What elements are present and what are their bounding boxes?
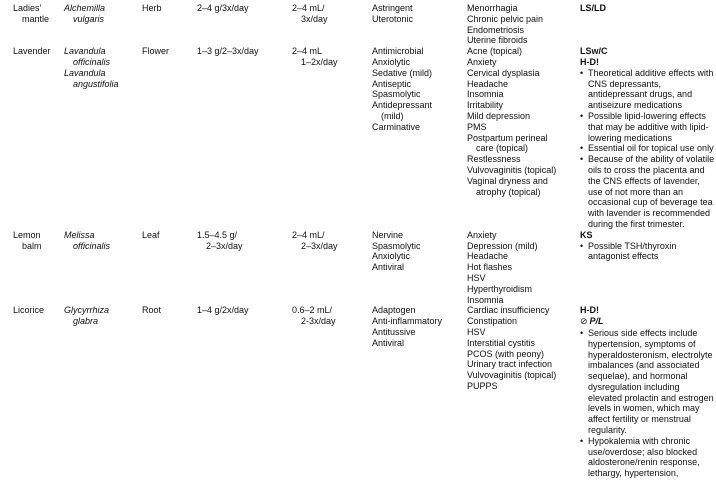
actions-cell <box>372 46 467 132</box>
indication-item: Cervical dysplasia <box>467 67 540 78</box>
indications-cell <box>467 3 580 46</box>
common-name: Licorice <box>13 305 45 316</box>
latin-name: officinalis <box>73 240 111 251</box>
action-item: Adaptogen <box>372 305 416 316</box>
common-name-cell <box>13 3 64 25</box>
plant-part-cell <box>142 46 197 57</box>
indication-item: Vulvovaginitis (topical) <box>467 370 557 381</box>
safety-cell <box>580 305 716 479</box>
indication-item: Constipation <box>467 316 518 327</box>
safety-bullet <box>580 111 716 143</box>
safety-code: H-D! <box>580 305 599 316</box>
dried-dose-line: 1.5–4.5 g/ <box>197 229 238 240</box>
plant-part-cell <box>142 230 197 241</box>
action-item: Spasmolytic <box>372 240 421 251</box>
indication-item: Insomnia <box>467 294 504 305</box>
indication-item: HSV <box>467 326 486 337</box>
action-item: Nervine <box>372 229 404 240</box>
plant-part-cell <box>142 3 197 14</box>
plant-part: Root <box>142 305 162 316</box>
plant-part-cell <box>142 305 197 316</box>
indication-item: Anxiety <box>467 56 497 67</box>
action-item: Antiviral <box>372 262 405 273</box>
safety-bullet-text: Possible TSH/thyroxin antagonist effects <box>588 240 677 262</box>
bullet-icon: • <box>580 154 584 165</box>
latin-name: Glycyrrhiza <box>64 305 110 316</box>
indication-item: Postpartum perineal care (topical) <box>467 132 548 154</box>
common-name-cell <box>13 305 64 316</box>
latin-name: Lavandula <box>64 67 106 78</box>
safety-bullet <box>580 241 716 263</box>
action-item: Astringent <box>372 3 413 13</box>
bullet-icon: • <box>580 110 584 121</box>
prohibited-icon: ⊘ <box>580 317 588 328</box>
dried-dose-cell <box>197 3 292 14</box>
dried-dose-cell <box>197 46 292 57</box>
plant-part: Leaf <box>142 229 160 240</box>
safety-code: KS <box>580 229 593 240</box>
common-name: Lemon <box>13 229 41 240</box>
action-item: Carminative <box>372 121 421 132</box>
indication-item: Vulvovaginitis (topical) <box>467 164 557 175</box>
common-name: balm <box>22 240 42 251</box>
indication-item: Urinary tract infection <box>467 359 553 370</box>
indication-item: Insomnia <box>467 89 504 100</box>
herb-row <box>13 46 716 230</box>
bullet-icon: • <box>580 435 584 446</box>
plant-part: Herb <box>142 3 162 13</box>
safety-bullet <box>580 154 716 230</box>
indication-item: Chronic pelvic pain <box>467 13 544 24</box>
action-item: Anti-inflammatory <box>372 316 443 327</box>
indication-item: PCOS (with peony) <box>467 348 545 359</box>
liquid-dose-cell <box>292 3 372 25</box>
indication-item: Headache <box>467 251 509 262</box>
liquid-dose-line: 2–4 mL/ <box>292 3 325 13</box>
bullet-icon: • <box>580 240 584 251</box>
indication-item: Depression (mild) <box>467 240 538 251</box>
liquid-dose-line: 1–2x/day <box>301 56 338 67</box>
indication-item: Headache <box>467 78 509 89</box>
safety-bullet <box>580 143 716 154</box>
common-name: Ladies’ <box>13 3 42 13</box>
safety-cell <box>580 46 716 230</box>
latin-name: angustifolia <box>73 78 119 89</box>
latin-name: glabra <box>73 316 99 327</box>
latin-name: Lavandula <box>64 46 106 57</box>
indication-item: Cardiac insufficiency <box>467 305 550 316</box>
indication-item: PUPPS <box>467 380 498 391</box>
liquid-dose-cell <box>292 305 372 327</box>
indications-cell <box>467 305 580 391</box>
latin-name: officinalis <box>73 56 111 67</box>
action-item: Antimicrobial <box>372 46 424 57</box>
actions-cell <box>372 230 467 273</box>
liquid-dose-line: 0.6–2 mL/ <box>292 305 333 316</box>
safety-bullet-text: Serious side effects include hypertension, symptoms of hyperaldosteronism, electrolyte imbalances (and associated sequelae), and hormonal dysregulation including elevated prolactin and estrogen levels in women, which may affect fertility or menstrual regularity. <box>588 327 714 436</box>
indication-item: Anxiety <box>467 229 497 240</box>
actions-cell <box>372 3 467 25</box>
safety-bullet <box>580 68 716 111</box>
common-name-cell <box>13 46 64 57</box>
safety-code: H-D! <box>580 56 599 67</box>
indication-item: Hyperthyroidism <box>467 283 533 294</box>
indications-cell <box>467 46 580 197</box>
liquid-dose-cell <box>292 230 372 252</box>
liquid-dose-line: 2–4 mL/ <box>292 229 325 240</box>
latin-name: Alchemilla <box>64 3 106 13</box>
restriction-label: P/L <box>589 316 604 327</box>
dried-dose-line: 1–3 g/2–3x/day <box>197 46 259 57</box>
latin-name: Melissa <box>64 229 95 240</box>
common-name: Lavender <box>13 46 51 57</box>
latin-name-cell <box>64 230 142 252</box>
action-item: Anxiolytic <box>372 56 411 67</box>
dried-dose-cell <box>197 305 292 316</box>
safety-bullet-text: Possible lipid-lowering effects that may be additive with lipid-lowering medications <box>588 110 709 143</box>
actions-cell <box>372 305 467 348</box>
action-item: Antiviral <box>372 337 405 348</box>
indication-item: Vaginal dryness and atrophy (topical) <box>467 175 548 197</box>
action-item: Antidepressant (mild) <box>372 100 433 121</box>
herb-row <box>13 305 716 479</box>
indication-item: HSV <box>467 272 486 283</box>
indication-item: Endometriosis <box>467 24 525 35</box>
dried-dose-cell <box>197 230 292 252</box>
liquid-dose-line: 2-3x/day <box>301 316 336 327</box>
indication-item: Interstitial cystitis <box>467 337 536 348</box>
dried-dose-line: 2–3x/day <box>206 240 243 251</box>
action-item: Spasmolytic <box>372 89 421 100</box>
common-name-cell <box>13 230 64 252</box>
liquid-dose-line: 3x/day <box>301 13 328 24</box>
indication-item: Acne (topical) <box>467 46 523 57</box>
safety-cell <box>580 3 716 14</box>
common-name: mantle <box>22 13 50 24</box>
safety-bullet <box>580 436 716 479</box>
safety-bullet-text: Because of the ability of volatile oils to cross the placenta and the CNS effects of lavender, use of not more than an occasional cup of beverage tea with lavender is recommended during the first trimester. <box>588 154 715 229</box>
safety-bullet-text: Essential oil for topical use only <box>588 143 714 154</box>
safety-bullet-text: Hypokalemia with chronic use/overdose; also blocked aldosterone/renin response, lethargy, hypertension, <box>588 435 700 479</box>
latin-name-cell <box>64 305 142 327</box>
safety-code: LSw/C <box>580 46 608 57</box>
safety-code: LS/LD <box>580 3 606 13</box>
dried-dose-line: 1–4 g/2x/day <box>197 305 249 316</box>
action-item: Antiseptic <box>372 78 412 89</box>
indication-item: Menorrhagia <box>467 3 518 13</box>
liquid-dose-line: 2–4 mL <box>292 46 323 57</box>
indication-item: Uterine fibroids <box>467 35 528 46</box>
safety-cell <box>580 230 716 262</box>
indications-cell <box>467 230 580 306</box>
indication-item: Hot flashes <box>467 262 513 273</box>
action-item: Uterotonic <box>372 13 414 24</box>
indication-item: Mild depression <box>467 110 531 121</box>
pregnancy-lactation-restriction <box>580 316 716 328</box>
bullet-icon: • <box>580 327 584 338</box>
herb-row <box>13 3 716 46</box>
latin-name-cell <box>64 3 142 25</box>
action-item: Anxiolytic <box>372 251 411 262</box>
indication-item: Restlessness <box>467 154 521 165</box>
safety-bullet <box>580 328 716 436</box>
indication-item: Irritability <box>467 100 504 111</box>
action-item: Sedative (mild) <box>372 67 433 78</box>
plant-part: Flower <box>142 46 170 57</box>
latin-name: vulgaris <box>73 13 105 24</box>
action-item: Antitussive <box>372 326 416 337</box>
dried-dose-line: 2–4 g/3x/day <box>197 3 249 13</box>
liquid-dose-cell <box>292 46 372 68</box>
latin-name-cell <box>64 46 142 89</box>
liquid-dose-line: 2–3x/day <box>301 240 338 251</box>
safety-bullet-text: Theoretical additive effects with CNS depressants, antidepressant drugs, and antiseizure medications <box>588 67 714 111</box>
herb-row <box>13 230 716 306</box>
indication-item: PMS <box>467 121 487 132</box>
bullet-icon: • <box>580 67 584 78</box>
bullet-icon: • <box>580 143 584 154</box>
